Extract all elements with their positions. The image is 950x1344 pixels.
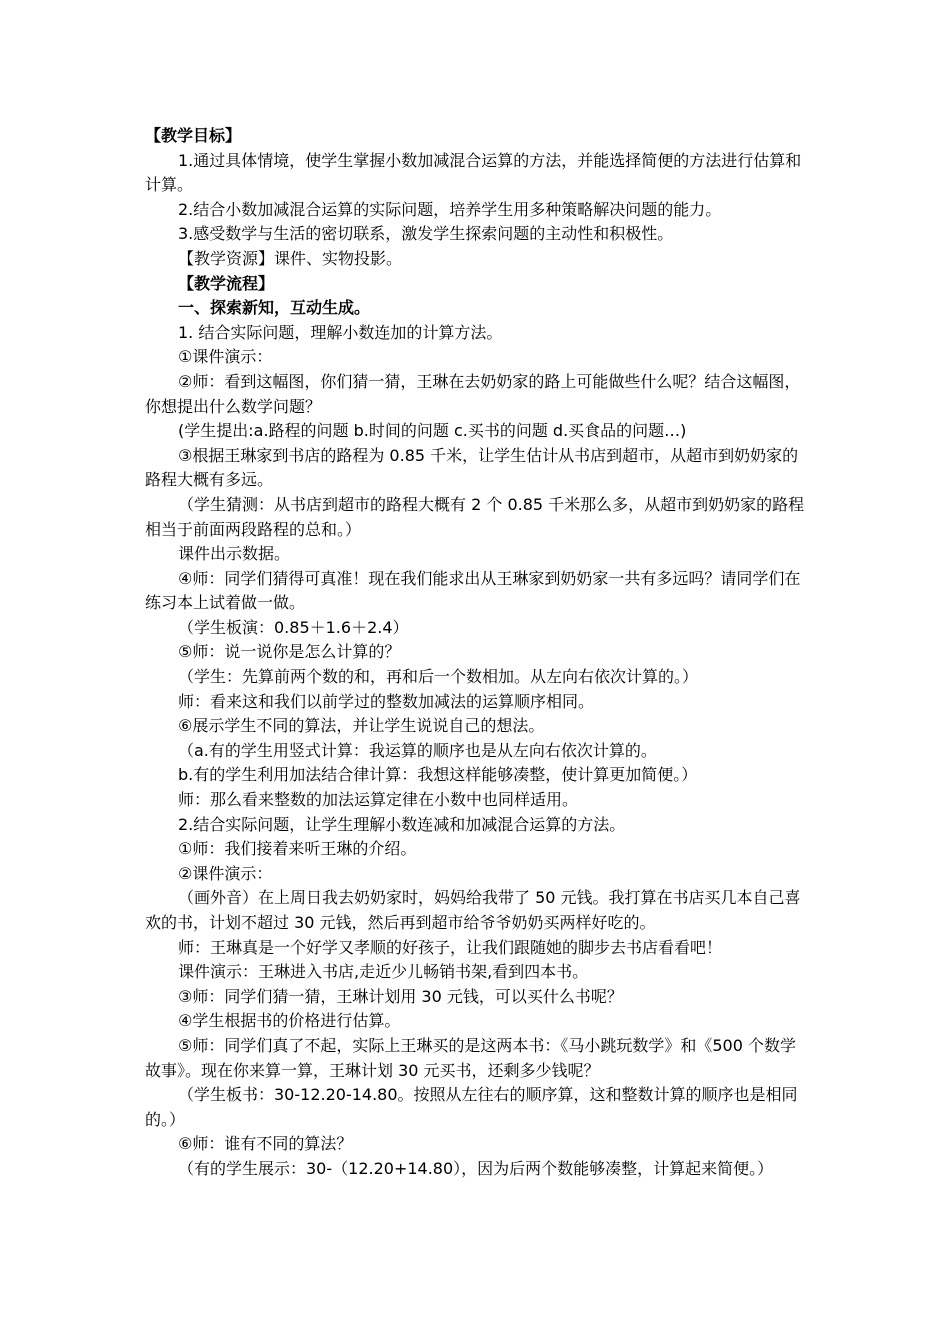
- body-paragraph: ⑤师：说一说你是怎么计算的？: [178, 642, 401, 662]
- body-paragraph: 师：王琳真是一个好学又孝顺的好孩子，让我们跟随她的脚步去书店看看吧！: [178, 937, 723, 957]
- heading-paragraph: 一、探索新知，互动生成。: [178, 298, 371, 318]
- body-paragraph: ②课件演示：: [178, 863, 273, 883]
- body-paragraph: 1.通过具体情境，使学生掌握小数加减混合运算的方法，并能选择简便的方法进行估算和计算。: [145, 150, 802, 195]
- body-paragraph: ④学生根据书的价格进行估算。: [178, 1011, 401, 1031]
- body-paragraph: （学生：先算前两个数的和，再和后一个数相加。从左向右依次计算的。）: [178, 667, 699, 687]
- body-paragraph: (学生提出:a.路程的问题 b.时间的问题 c.买书的问题 d.买食品的问题…): [178, 421, 687, 441]
- body-paragraph: 【教学资源】课件、实物投影。: [178, 248, 403, 268]
- body-paragraph: （学生板书：30-12.20-14.80。按照从左往右的顺序算，这和整数计算的顺序也是相同的。）: [145, 1085, 798, 1129]
- body-paragraph: ①师：我们接着来听王琳的介绍。: [178, 839, 417, 859]
- body-paragraph: ③根据王琳家到书店的路程为 0.85 千米，让学生估计从书店到超市，从超市到奶奶家的路程大概有多远。: [145, 445, 799, 490]
- document-page: [145, 124, 810, 1182]
- body-paragraph: ②师：看到这幅图，你们猜一猜，王琳在去奶奶家的路上可能做些什么呢？结合这幅图，你想提出什么数学问题？: [145, 371, 801, 416]
- body-paragraph: 课件出示数据。: [178, 544, 291, 564]
- body-paragraph: b.有的学生利用加法结合律计算：我想这样能够凑整，使计算更加简便。）: [178, 765, 698, 785]
- body-paragraph: ⑥师：谁有不同的算法？: [178, 1134, 353, 1154]
- body-paragraph: （画外音）在上周日我去奶奶家时，妈妈给我带了 50 元钱。我打算在书店买几本自己喜欢的书，计划不超过 30 元钱，然后再到超市给爷爷奶奶买两样好吃的。: [145, 888, 801, 932]
- body-paragraph: 2.结合小数加减混合运算的实际问题，培养学生用多种策略解决问题的能力。: [178, 199, 722, 219]
- body-paragraph: 3.感受数学与生活的密切联系，激发学生探索问题的主动性和积极性。: [178, 224, 674, 244]
- body-paragraph: ⑤师：同学们真了不起，实际上王琳买的是这两本书：《马小跳玩数学》和《500 个数学故事》。现在你来算一算，王琳计划 30 元买书，还剩多少钱呢？: [145, 1035, 796, 1080]
- body-paragraph: ①课件演示：: [178, 347, 273, 367]
- body-paragraph: 师：看来这和我们以前学过的整数加减法的运算顺序相同。: [178, 691, 595, 711]
- body-paragraph: （学生板演：0.85＋1.6＋2.4）: [178, 617, 409, 637]
- body-paragraph: ⑥展示学生不同的算法，并让学生说说自己的想法。: [178, 716, 545, 736]
- body-paragraph: 课件演示：王琳进入书店,走近少儿畅销书架,看到四本书。: [178, 962, 589, 982]
- body-paragraph: 2.结合实际问题，让学生理解小数连减和加减混合运算的方法。: [178, 814, 626, 834]
- heading-paragraph: 【教学流程】: [178, 273, 275, 293]
- body-paragraph: ③师：同学们猜一猜，王琳计划用 30 元钱，可以买什么书呢？: [178, 986, 623, 1006]
- body-paragraph: 师：那么看来整数的加法运算定律在小数中也同样适用。: [178, 790, 579, 810]
- body-paragraph: （有的学生展示：30-（12.20+14.80），因为后两个数能够凑整，计算起来简便。）: [178, 1158, 774, 1178]
- body-paragraph: （a.有的学生用竖式计算：我运算的顺序也是从左向右依次计算的。: [178, 740, 657, 760]
- body-paragraph: ④师：同学们猜得可真准！现在我们能求出从王琳家到奶奶家一共有多远吗？请同学们在练习本上试着做一做。: [145, 568, 801, 613]
- heading-paragraph: 【教学目标】: [145, 126, 242, 145]
- body-paragraph: 1. 结合实际问题，理解小数连加的计算方法。: [178, 322, 503, 342]
- body-paragraph: （学生猜测：从书店到超市的路程大概有 2 个 0.85 千米那么多，从超市到奶奶家的路程相当于前面两段路程的总和。）: [145, 494, 805, 539]
